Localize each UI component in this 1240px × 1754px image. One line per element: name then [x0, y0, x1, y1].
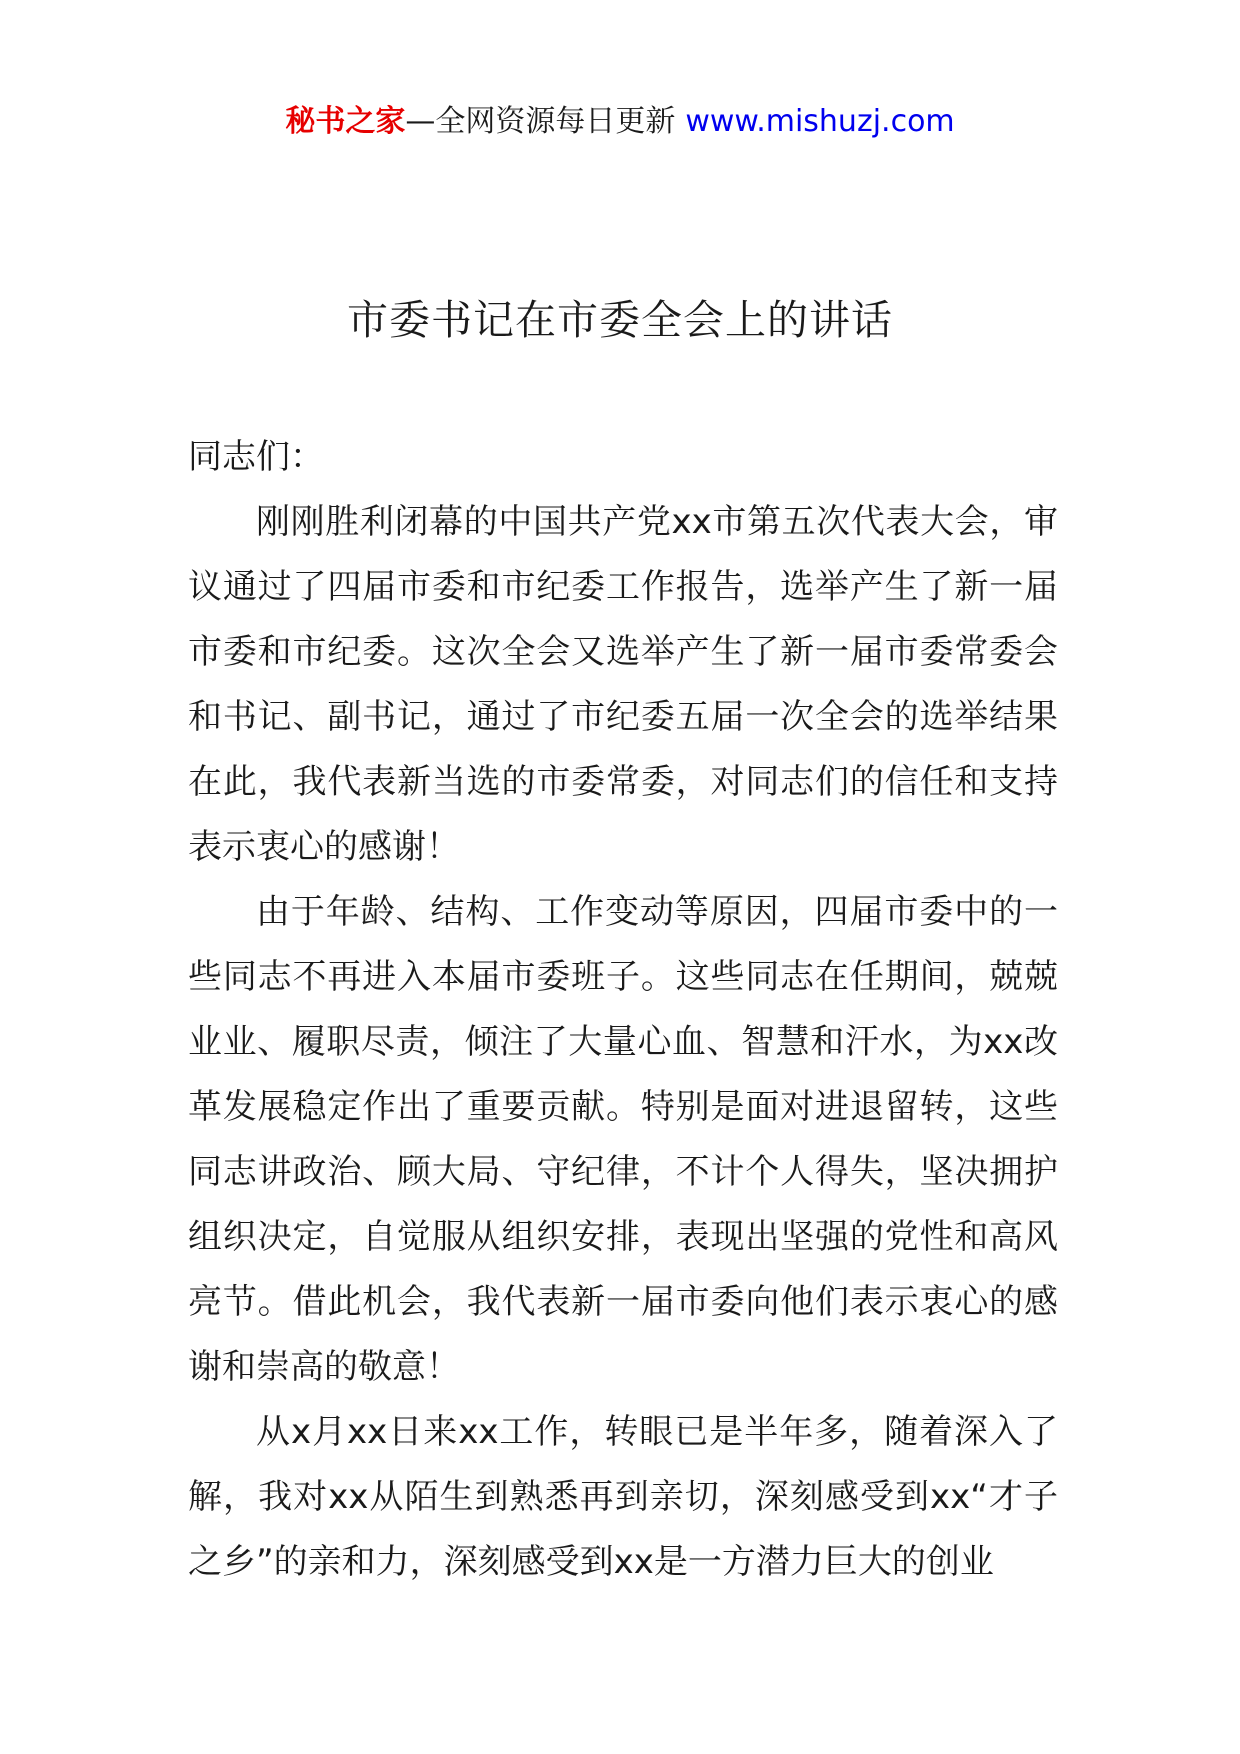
salutation: 同志们：: [188, 437, 324, 477]
document-body: [188, 425, 1058, 1595]
site-header: [0, 100, 1240, 144]
document-title: 市委书记在市委全会上的讲话: [347, 296, 893, 344]
paragraph-3: 从x月xx日来xx工作，转眼已是半年多，随着深入了解，我对xx从陌生到熟悉再到亲切，深刻感受到xx“才子之乡”的亲和力，深刻感受到xx是一方潜力巨大的创业: [188, 1412, 1058, 1582]
paragraph-2: 由于年龄、结构、工作变动等原因，四届市委中的一些同志不再进入本届市委班子。这些同志在任期间，兢兢业业、履职尽责，倾注了大量心血、智慧和汗水，为xx改革发展稳定作出了重要贡献。特别是面对进退留转，这些同志讲政治、顾大局、守纪律，不计个人得失，坚决拥护组织决定，自觉服从组织安排，表现出坚强的党性和高风亮节。借此机会，我代表新一届市委向他们表示衷心的感谢和崇高的敬意！: [188, 892, 1058, 1387]
site-tagline: —全网资源每日更新: [405, 104, 676, 139]
site-url-link[interactable]: www.mishuzj.com: [685, 104, 955, 139]
site-brand: 秘书之家: [285, 104, 406, 139]
paragraph-1: 刚刚胜利闭幕的中国共产党xx市第五次代表大会，审议通过了四届市委和市纪委工作报告，选举产生了新一届市委和市纪委。这次全会又选举产生了新一届市委常委会和书记、副书记，通过了市纪委五届一次全会的选举结果在此，我代表新当选的市委常委，对同志们的信任和支持表示衷心的感谢！: [188, 502, 1058, 867]
